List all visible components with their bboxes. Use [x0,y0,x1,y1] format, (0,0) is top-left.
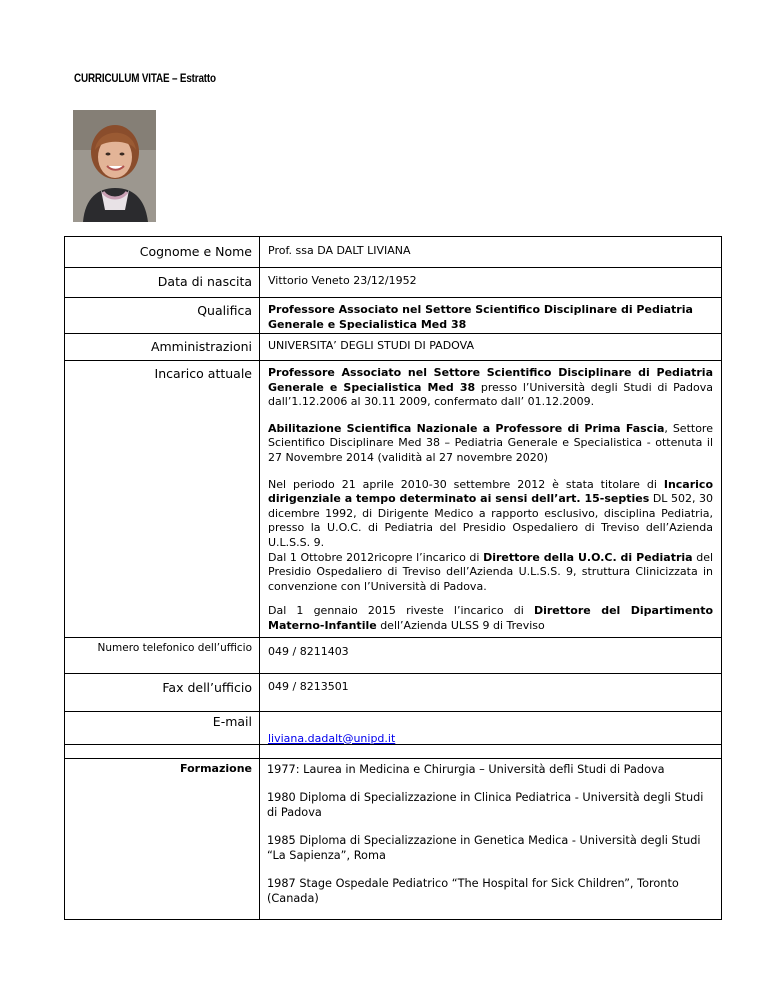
row-label: Amministrazioni [65,334,260,361]
list-item: 1980 Diploma di Specializzazione in Clinica Pediatrica - Università degli Studi di Padova [267,791,704,819]
email-link[interactable]: liviana.dadalt@unipd.it [268,731,396,745]
incarico-bold-text: Professore Associato nel Settore Scientifico Disciplinare di Pediatria Generale e Specialistica Med 38 [268,366,713,394]
row-value: Prof. ssa DA DALT LIVIANA [260,237,722,268]
list-item: 1977: Laurea in Medicina e Chirurgia – Università defli Studi di Padova [267,763,665,776]
row-label: E-mail [65,711,260,758]
row-value: UNIVERSITA’ DEGLI STUDI DI PADOVA [260,334,722,361]
table-row [65,745,722,920]
incarico-text: Nel periodo 21 aprile 2010-30 settembre 2012 è stata titolare di [268,477,664,491]
table-row [65,334,722,361]
incarico-bold-text: Direttore del Dipartimento Materno-Infantile [268,604,714,632]
incarico-bold-text: Incarico dirigenziale a tempo determinato ai sensi dell’art. 15-septies [268,477,713,506]
row-label: Qualifica [65,298,260,334]
row-label: Incarico attuale [65,361,260,638]
table-row [65,298,722,334]
row-value: Vittorio Veneto 23/12/1952 [260,268,722,298]
formazione-label: Formazione [65,745,260,920]
table-row [65,361,722,638]
incarico-bold-text: Abilitazione Scientifica Nazionale a Professore di Prima Fascia [268,421,665,435]
list-item: 1985 Diploma di Specializzazione in Genetica Medica - Università degli Studi “La Sapienza”, Roma [267,834,701,862]
incarico-text: dell’Azienda ULSS 9 di Treviso [376,618,545,632]
formazione-value [260,745,722,920]
row-label: Fax dell’ufficio [65,673,260,711]
row-label: Numero telefonico dell’ufficio [65,637,260,673]
incarico-text: DL 502, 30 dicembre 1992, di Dirigente Medico a rapporto esclusivo, disciplina Pediatria, presso la U.O.C. di Pediatria del Presidio Ospedaliero di Treviso dell’Azienda U.L.S.S. 9. [268,492,714,549]
table-row [65,268,722,298]
incarico-text: Dal 1 Ottobre 2012ricopre l’incarico di [268,550,484,564]
incarico-value [260,361,722,638]
table-row [65,237,722,268]
row-value: Professore Associato nel Settore Scientifico Disciplinare di Pediatria Generale e Specialistica Med 38 [260,298,722,334]
table-row [65,637,722,673]
incarico-text: , Settore Scientifico Disciplinare Med 38 – Pediatria Generale e Specialistica - ottenuta il 27 Novembre 2014 (validità al 27 novembre 2020) [268,421,713,464]
fax-value: 049 / 8213501 [260,673,722,711]
document-title: CURRICULUM VITAE – Estratto [74,73,216,85]
list-item: 1987 Stage Ospedale Pediatrico “The Hospital for Sick Children”, Toronto (Canada) [267,877,679,905]
incarico-paragraph-4 [268,604,713,633]
portrait-icon [73,110,156,222]
incarico-paragraph-3 [268,478,713,595]
incarico-paragraph-2 [268,422,713,466]
incarico-bold-text: Direttore della U.O.C. di Pediatria [483,550,693,564]
incarico-text: Dal 1 gennaio 2015 riveste l’incarico di [268,604,534,618]
incarico-text: presso l’Università degli Studi di Padova dall’1.12.2006 al 30.11 2009, confermato dall’ 01.12.2009. [268,380,713,409]
row-label: Data di nascita [65,268,260,298]
portrait-photo [73,110,156,222]
incarico-paragraph-1 [268,366,713,410]
education-table [64,744,722,920]
table-row [65,673,722,711]
personal-info-table [64,236,722,759]
row-label: Cognome e Nome [65,237,260,268]
phone-value: 049 / 8211403 [260,637,722,673]
incarico-text: del Presidio Ospedaliero di Treviso dell’Azienda U.L.S.S. 9, struttura Clinicizzata in convenzione con l’Università di Padova. [268,550,714,593]
